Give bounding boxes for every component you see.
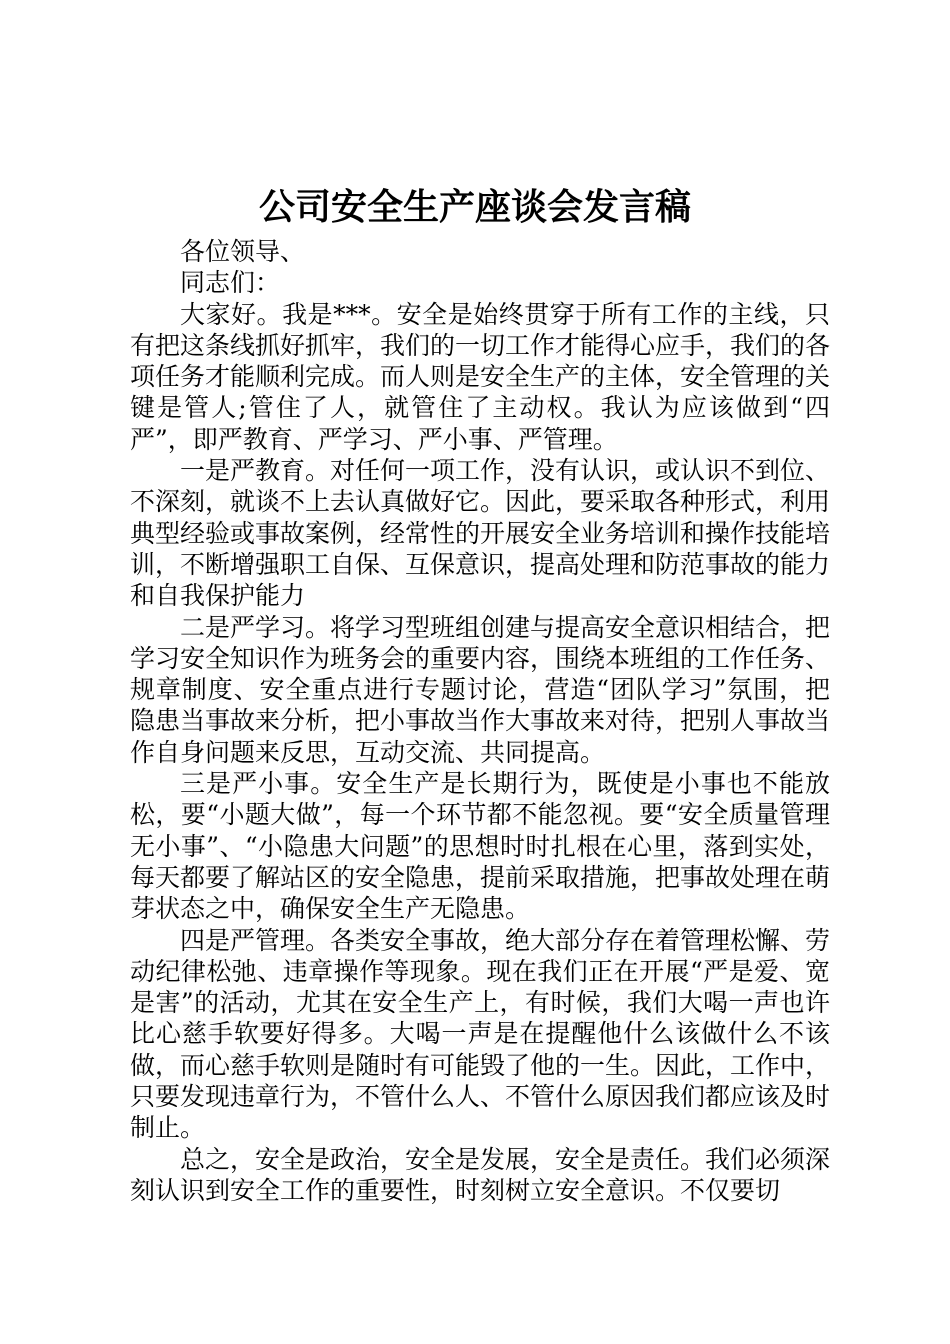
salutation-comrades: 同志们： xyxy=(180,268,281,298)
salutation-leaders: 各位领导、 xyxy=(180,237,306,266)
document-body xyxy=(130,236,830,1206)
document-title: 公司安全生产座谈会发言稿 xyxy=(258,187,691,228)
paragraph-strict-education: 一是严教育。对任何一项工作，没有认识，或认识不到位、不深刻，就谈不上去认真做好它。因此，要采取各种形式，利用典型经验或事故案例，经常性的开展安全业务培训和操作技能培训，不断增强职工自保、互保意识，提高处理和防范事故的能力和自我保护能力 xyxy=(130,456,831,611)
paragraph-intro: 大家好。我是***。安全是始终贯穿于所有工作的主线，只有把这条线抓好抓牢，我们的一切工作才能得心应手，我们的各项任务才能顺利完成。而人则是安全生产的主体，安全管理的关键是管人;管住了人，就管住了主动权。我认为应该做到“四严”，即严教育、严学习、严小事、严管理。 xyxy=(130,299,831,454)
paragraph-strict-management: 四是严管理。各类安全事故，绝大部分存在着管理松懈、劳动纪律松弛、违章操作等现象。现在我们正在开展“严是爱、宽是害”的活动，尤其在安全生产上，有时候，我们大喝一声也许比心慈手软要好得多。大喝一声是在提醒他什么该做什么不该做，而心慈手软则是随时有可能毁了他的一生。因此，工作中，只要发现违章行为，不管什么人、不管什么原因我们都应该及时制止。 xyxy=(130,925,831,1143)
paragraph-strict-small-matters: 三是严小事。安全生产是长期行为，既使是小事也不能放松，要“小题大做”，每一个环节都不能忽视。要“安全质量管理无小事”、“小隐患大问题”的思想时时扎根在心里，落到实处，每天都要了解站区的安全隐患，提前采取措施，把事故处理在萌芽状态之中，确保安全生产无隐患。 xyxy=(130,769,831,924)
paragraph-conclusion: 总之，安全是政治，安全是发展，安全是责任。我们必须深刻认识到安全工作的重要性，时刻树立安全意识。不仅要切 xyxy=(130,1144,831,1205)
paragraph-strict-learning: 二是严学习。将学习型班组创建与提高安全意识相结合，把学习安全知识作为班务会的重要内容，围绕本班组的工作任务、规章制度、安全重点进行专题讨论，营造“团队学习”氛围，把隐患当事故来分析，把小事故当作大事故来对待，把别人事故当作自身问题来反思，互动交流、共同提高。 xyxy=(130,612,831,767)
